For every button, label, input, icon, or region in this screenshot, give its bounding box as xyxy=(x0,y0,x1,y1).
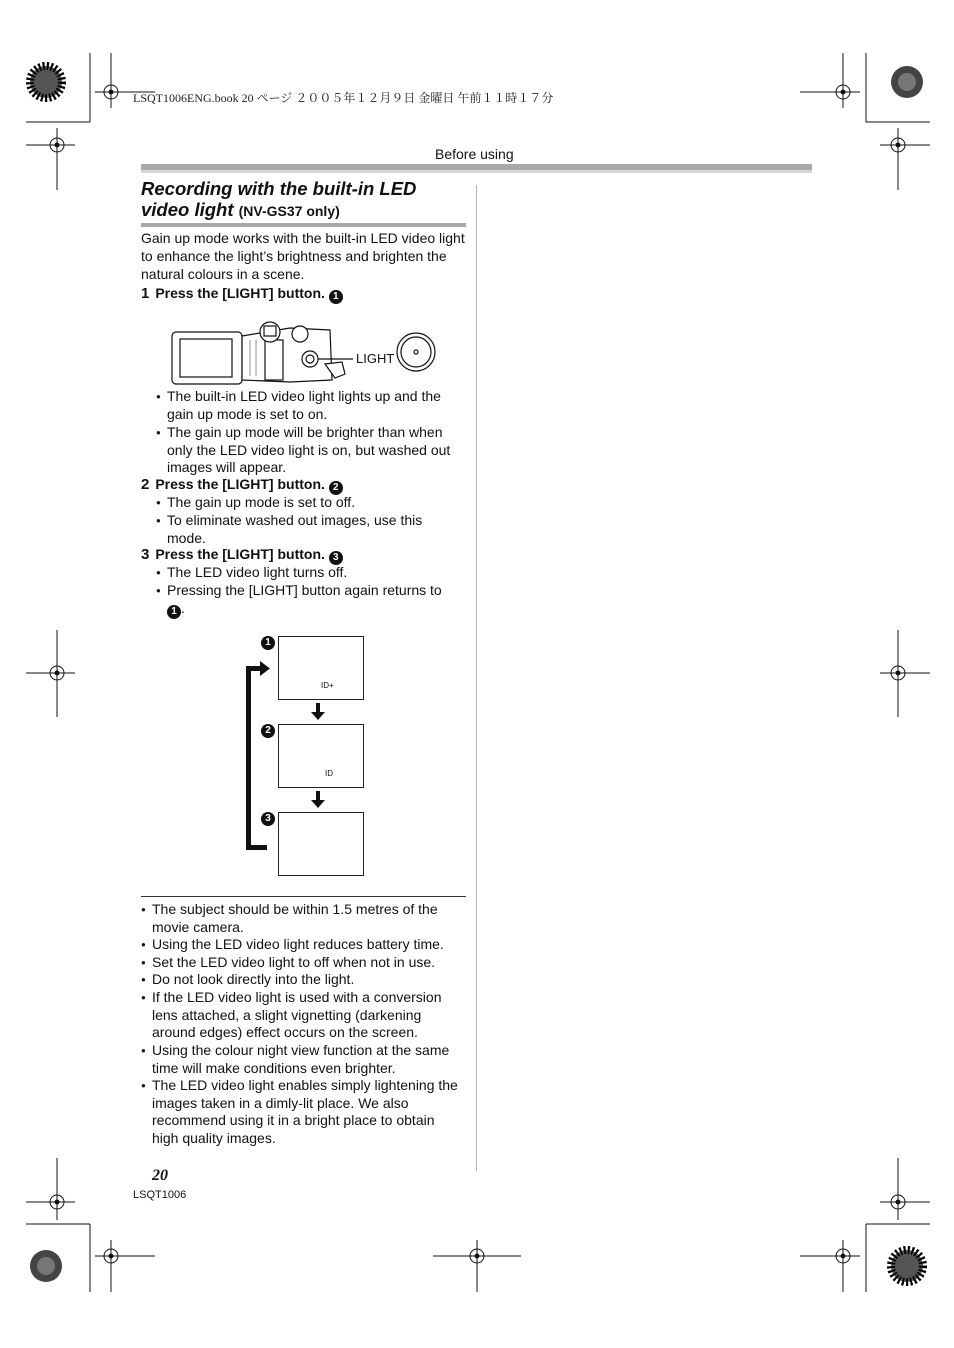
intro-paragraph: Gain up mode works with the built-in LED video light to enhance the light’s brightness and brighten the natural colours in a scene. xyxy=(141,230,465,282)
step-2-bullet-1: ● The gain up mode is set to off. xyxy=(167,494,467,512)
step-3-bullet-1: ● The LED video light turns off. xyxy=(167,564,467,582)
notes-divider xyxy=(141,896,466,897)
marker-2-icon: 2 xyxy=(329,481,343,495)
diagram-marker-1-icon: 1 xyxy=(261,636,275,650)
step-3-bullet-2: ● Pressing the [LIGHT] button again returns to 1 . xyxy=(167,582,467,619)
page-title xyxy=(141,178,466,222)
header-rule-shadow xyxy=(141,170,812,173)
step-1 xyxy=(141,285,343,304)
title-model: (NV-GS37 only) xyxy=(238,203,340,219)
step-2-bullet-2: ● To eliminate washed out images, use this mode. xyxy=(167,512,447,547)
light-button-label: LIGHT xyxy=(356,351,395,366)
step-number: 3 xyxy=(141,546,150,563)
step-number: 2 xyxy=(141,476,150,493)
step-text: Press the [LIGHT] button. xyxy=(155,546,325,562)
diagram-marker-3-icon: 3 xyxy=(261,812,275,826)
note-item: ● If the LED video light is used with a conversion lens attached, a slight vignetting (darkening around edges) effect occurs on the screen. xyxy=(152,989,464,1042)
page-number: 20 xyxy=(152,1167,168,1184)
step-3-bullet-2-text: Pressing the [LIGHT] button again returns to xyxy=(167,582,442,598)
title-rule xyxy=(141,223,466,227)
marker-1-icon: 1 xyxy=(167,605,181,619)
camcorder-illustration xyxy=(170,314,450,389)
section-header: Before using xyxy=(435,146,514,162)
led-gain-up-indicator: ID+ xyxy=(321,681,334,690)
marker-3-icon: 3 xyxy=(329,551,343,565)
step-text: Press the [LIGHT] button. xyxy=(155,285,325,301)
column-divider xyxy=(476,185,477,1171)
diagram-marker-2-icon: 2 xyxy=(261,724,275,738)
step-text: Press the [LIGHT] button. xyxy=(155,476,325,492)
document-code: LSQT1006 xyxy=(133,1189,187,1201)
cycle-arrows xyxy=(240,650,380,880)
note-item: ● Using the LED video light reduces battery time. xyxy=(152,936,464,954)
note-item: ● Using the colour night view function at the same time will make conditions even brighter. xyxy=(152,1042,464,1077)
step-1-bullet-2: ● The gain up mode will be brighter than when only the LED video light is on, but washed out images will appear. xyxy=(167,424,467,477)
step-number: 1 xyxy=(141,285,150,302)
note-item: ● The subject should be within 1.5 metres of the movie camera. xyxy=(152,901,464,936)
led-indicator: ID xyxy=(325,769,333,778)
note-item: ● The LED video light enables simply lightening the images taken in a dimly-lit place. We also recommend using it in a bright place to obtain high quality images. xyxy=(152,1077,464,1147)
note-item: ● Do not look directly into the light. xyxy=(152,971,464,989)
step-3 xyxy=(141,546,343,565)
step-2 xyxy=(141,476,343,495)
note-item: ● Set the LED video light to off when not in use. xyxy=(152,954,464,972)
title-main: Recording with the built-in LED video light xyxy=(141,178,417,220)
marker-1-icon: 1 xyxy=(329,290,343,304)
step-1-bullet-1: ● The built-in LED video light lights up and the gain up mode is set to on. xyxy=(167,388,467,423)
print-info-line: LSQT1006ENG.book 20 ページ ２００５年１２月９日 金曜日 午前１１時１７分 xyxy=(133,91,554,105)
